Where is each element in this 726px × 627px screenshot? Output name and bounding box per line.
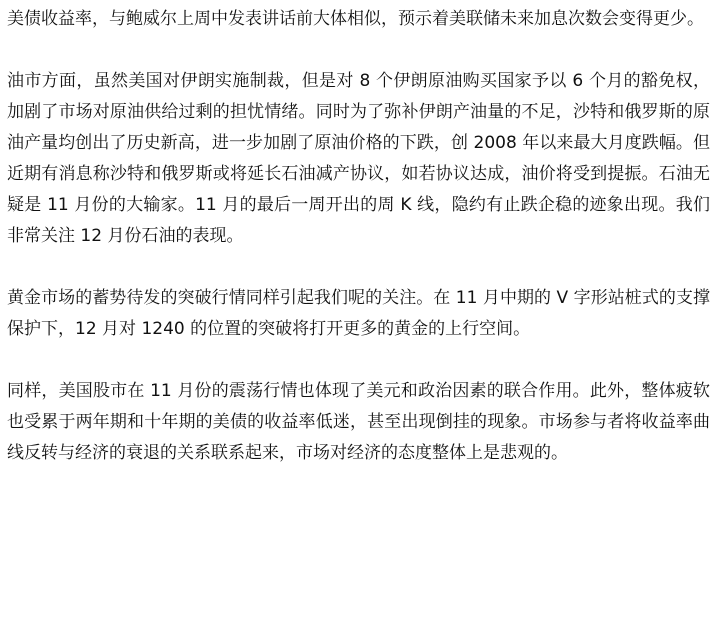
paragraph-bond-yield: 美债收益率，与鲍威尔上周中发表讲话前大体相似，预示着美联储未来加息次数会变得更少。 bbox=[7, 9, 704, 29]
paragraph-us-stocks: 同样，美国股市在 11 月份的震荡行情也体现了美元和政治因素的联合作用。此外，整体疲软也受累于两年期和十年期的美债的收益率低迷，甚至出现倒挂的现象。市场参与者将收益率曲线反转与经济的衰退的关系联系起来，市场对经济的态度整体上是悲观的。 bbox=[7, 381, 710, 463]
paragraph-oil-market: 油市方面，虽然美国对伊朗实施制裁，但是对 8 个伊朗原油购买国家予以 6 个月的豁免权，加剧了市场对原油供给过剩的担忧情绪。同时为了弥补伊朗产油量的不足，沙特和俄罗斯的原油产量均创出了历史新高，进一步加剧了原油价格的下跌，创 2008 年以来最大月度跌幅。但近期有消息称沙特和俄罗斯或将延长石油减产协议，如若协议达成，油价将受到提振。石油无疑是 11 月份的大输家。11 月的最后一周开出的周 K 线，隐约有止跌企稳的迹象出现。我们非常关注 12 月份石油的表现。 bbox=[7, 71, 710, 246]
paragraph-gold-market: 黄金市场的蓄势待发的突破行情同样引起我们呢的关注。在 11 月中期的 V 字形站桩式的支撑保护下，12 月对 1240 的位置的突破将打开更多的黄金的上行空间。 bbox=[7, 288, 710, 339]
